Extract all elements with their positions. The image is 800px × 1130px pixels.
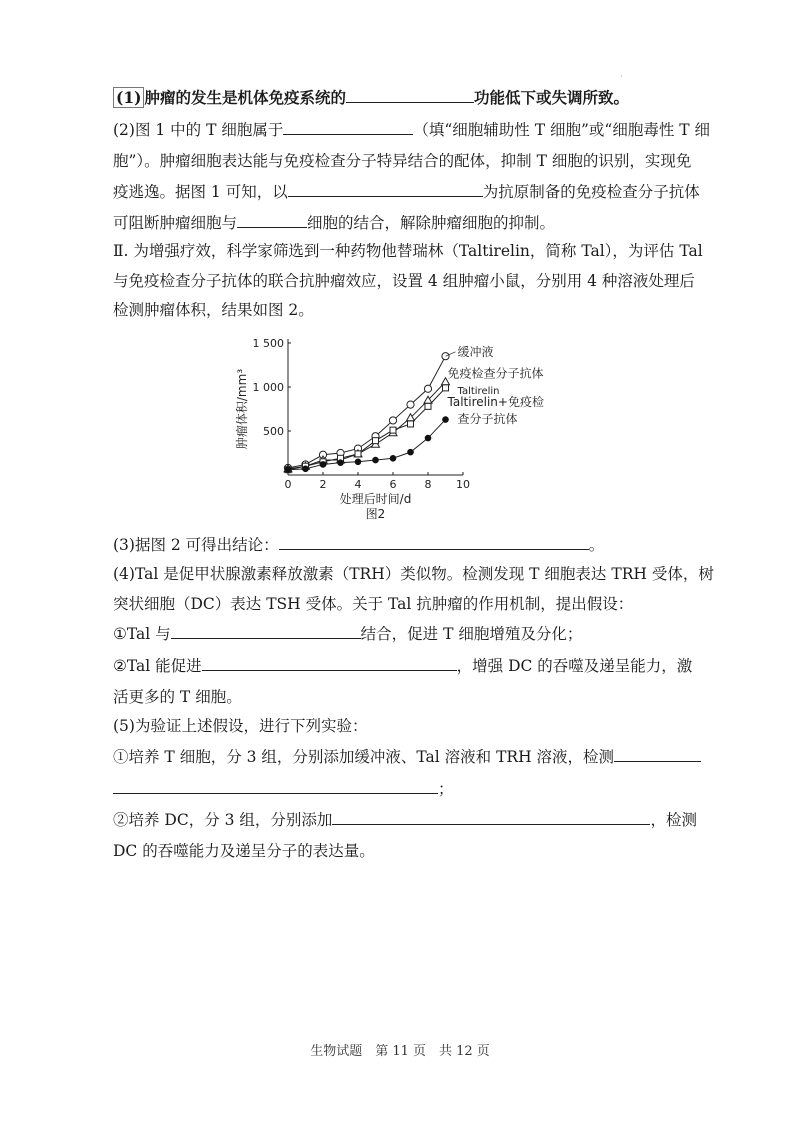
experiment-1-cont [113, 778, 454, 800]
question-number: (1) [113, 87, 144, 108]
data-point [373, 457, 379, 463]
question-4-line-2: 突状细胞（DC）表达 TSH 受体。关于 Tal 抗肿瘤的作用机制，提出假设： [113, 595, 634, 613]
y-tick-label: 1 000 [252, 381, 284, 394]
q2-l1b: （填“细胞辅助性 T 细胞”或“细胞毒性 T 细 [413, 121, 711, 139]
answer-blank[interactable] [332, 809, 650, 825]
x-axis-label: 处理后时间/d [339, 492, 412, 506]
data-point [320, 462, 326, 468]
data-point [442, 353, 449, 360]
data-point [443, 385, 449, 391]
y-tick-label: 500 [263, 425, 284, 438]
h1a: ①Tal 与 [113, 625, 171, 643]
q2-l3b: 为抗原制备的免疫检查分子抗体 [482, 183, 700, 201]
q1-after: 功能低下或失调所致。 [473, 88, 629, 107]
data-point [373, 438, 379, 444]
answer-blank[interactable] [283, 119, 413, 135]
series-line [288, 388, 446, 470]
data-point [355, 451, 361, 457]
series-label: Taltirelin [457, 385, 500, 397]
answer-blank[interactable] [171, 623, 361, 639]
series-label: Taltirelin+免疫检 [447, 394, 544, 409]
series-3 [285, 417, 448, 473]
part2-line-2: 与免疫检查分子抗体的联合抗肿瘤效应，设置 4 组肿瘤小鼠，分别用 4 种溶液处理后 [113, 272, 695, 290]
experiment-2-cont: DC 的吞噬能力及递呈分子的表达量。 [113, 842, 375, 860]
e1end: ； [438, 780, 454, 798]
q2-l4b: 细胞的结合，解除肿瘤细胞的抑制。 [307, 214, 556, 232]
data-point [407, 401, 414, 408]
answer-blank[interactable] [346, 87, 474, 103]
hypothesis-1 [113, 623, 582, 645]
experiment-1 [113, 746, 701, 768]
q1-text: 肿瘤的发生是机体免疫系统的 [144, 88, 346, 107]
hypothesis-2-cont: 活更多的 T 细胞。 [113, 688, 242, 706]
answer-blank[interactable] [614, 746, 701, 762]
answer-blank[interactable] [202, 655, 457, 671]
x-tick-label: 8 [424, 478, 432, 491]
answer-blank[interactable] [237, 212, 307, 228]
data-point [389, 417, 396, 424]
q3-text: (3)据图 2 可得出结论： [113, 536, 279, 554]
x-tick-label: 6 [389, 478, 397, 491]
e2a: ②培养 DC，分 3 组，分别添加 [113, 811, 333, 829]
data-point [355, 459, 361, 465]
x-tick-label: 0 [284, 478, 292, 491]
question-1 [113, 87, 629, 109]
q2-l4a: 可阻断肿瘤细胞与 [113, 214, 238, 232]
data-point [408, 449, 414, 455]
y-axis-label: 肿瘤体积/mm³ [235, 368, 249, 450]
q2-l3a: 疫逃逸。据图 1 可知，以 [113, 183, 288, 201]
series-0 [284, 353, 449, 472]
hypothesis-2 [113, 655, 692, 677]
speck: · [620, 72, 623, 81]
question-2-line-1 [113, 119, 710, 141]
answer-blank[interactable] [279, 534, 589, 550]
question-2-line-4 [113, 212, 555, 234]
answer-blank[interactable] [288, 181, 483, 197]
chart-series [284, 353, 450, 473]
data-point [303, 466, 309, 472]
e1: ①培养 T 细胞，分 3 组，分别添加缓冲液、Tal 溶液和 TRH 溶液，检测 [113, 748, 615, 766]
x-tick-label: 10 [456, 478, 470, 491]
data-point [425, 403, 431, 409]
q2-l1a: (2)图 1 中的 T 细胞属于 [113, 121, 284, 139]
page-footer: 生物试题 第 11 页 共 12 页 [310, 1044, 490, 1059]
question-2-line-2: 胞”）。肿瘤细胞表达能与免疫检查分子特异结合的配体，抑制 T 细胞的识别，实现免 [113, 152, 692, 170]
series-2 [285, 385, 449, 473]
figure-2-line-chart [230, 325, 590, 530]
part2-line-1: Ⅱ. 为增强疗效，科学家筛选到一种药物他替瑞林（Taltirelin，简称 Tal），为评估 Tal [113, 242, 703, 260]
data-point [425, 435, 431, 441]
question-5: (5)为验证上述假设，进行下列实验： [113, 717, 368, 735]
series-label: 免疫检查分子抗体 [447, 366, 544, 381]
y-tick-label: 1 500 [252, 337, 284, 350]
data-point [285, 467, 291, 473]
x-tick-label: 2 [319, 478, 327, 491]
h1b: 结合，促进 T 细胞增殖及分化； [360, 625, 583, 643]
data-point [390, 427, 396, 433]
series-label: 缓冲液 [457, 344, 494, 359]
series-line [288, 420, 446, 470]
data-point [424, 385, 431, 392]
h2a: ②Tal 能促进 [113, 657, 202, 675]
x-tick-label: 4 [354, 478, 362, 491]
data-point [390, 455, 396, 461]
answer-blank[interactable] [113, 778, 438, 794]
q3-end: 。 [588, 536, 605, 554]
e2b: ，检测 [650, 811, 697, 829]
question-4-line-1: (4)Tal 是促甲状腺激素释放激素（TRH）类似物。检测发现 T 细胞表达 TRH 受体，树 [113, 565, 714, 583]
chart-title: 图2 [365, 507, 386, 521]
h2b: ，增强 DC 的吞噬及递呈能力，激 [456, 657, 693, 675]
data-point [443, 417, 449, 423]
question-2-line-3 [113, 181, 700, 203]
part2-line-3: 检测肿瘤体积，结果如图 2。 [113, 301, 314, 319]
question-3 [113, 534, 604, 556]
data-point [408, 421, 414, 427]
data-point [338, 460, 344, 466]
experiment-2 [113, 809, 697, 831]
series-label: 查分子抗体 [457, 411, 518, 426]
